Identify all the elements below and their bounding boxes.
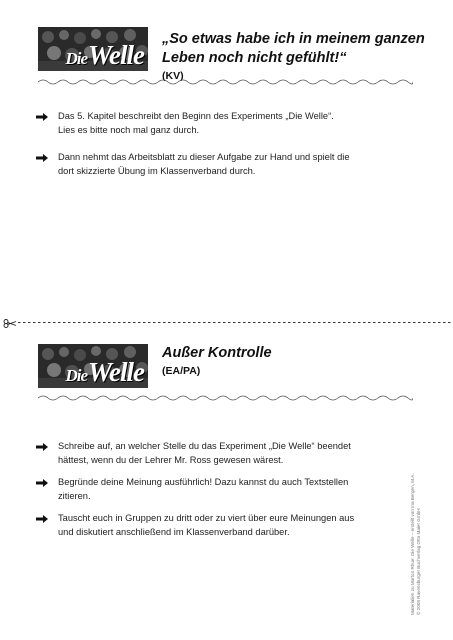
card-subtitle: (KV) <box>162 70 184 82</box>
task-list <box>36 110 376 187</box>
copyright-note: Materialien zu Morton Rhue: Die Welle – erstellt von Ina Bergen, M.A. © 2008 Ravensburger Buchverlag Otto Maier GmbH <box>410 473 421 615</box>
task-item: Tauscht euch in Gruppen zu dritt oder zu viert über eure Meinungen aus und diskutiert anschließend im Klassenverband darüber. <box>36 512 376 539</box>
task-item: Dann nehmt das Arbeitsblatt zu dieser Aufgabe zur Hand und spielt die dort skizzierte Übung im Klassenverband durch. <box>36 151 376 178</box>
task-item: Begründe deine Meinung ausführlich! Dazu kannst du auch Textstellen zitieren. <box>36 476 376 503</box>
arrow-right-icon <box>36 154 48 162</box>
arrow-right-icon <box>36 479 48 487</box>
task-card-2 <box>0 322 453 640</box>
task-item: Das 5. Kapitel beschreibt den Beginn des Experiments „Die Welle“. Lies es bitte noch mal ganz durch. <box>36 110 376 137</box>
wavy-divider <box>38 394 413 402</box>
card-title: „So etwas habe ich in meinem ganzen Leben noch nicht gefühlt!“ <box>162 31 425 66</box>
wavy-divider <box>38 78 413 86</box>
logo-wordmark: DieWelle <box>65 357 144 387</box>
arrow-right-icon <box>36 515 48 523</box>
task-item: Schreibe auf, an welcher Stelle du das Experiment „Die Welle“ beendet hättest, wenn du der Lehrer Mr. Ross gewesen wärest. <box>36 440 376 467</box>
logo-wordmark: DieWelle <box>65 40 144 70</box>
arrow-right-icon <box>36 113 48 121</box>
arrow-right-icon <box>36 443 48 451</box>
task-card-1 <box>0 0 453 300</box>
card-title: Außer Kontrolle <box>162 345 272 361</box>
die-welle-logo <box>38 344 148 388</box>
die-welle-logo <box>38 27 148 71</box>
task-list <box>36 440 376 548</box>
card-subtitle: (EA/PA) <box>162 365 201 377</box>
